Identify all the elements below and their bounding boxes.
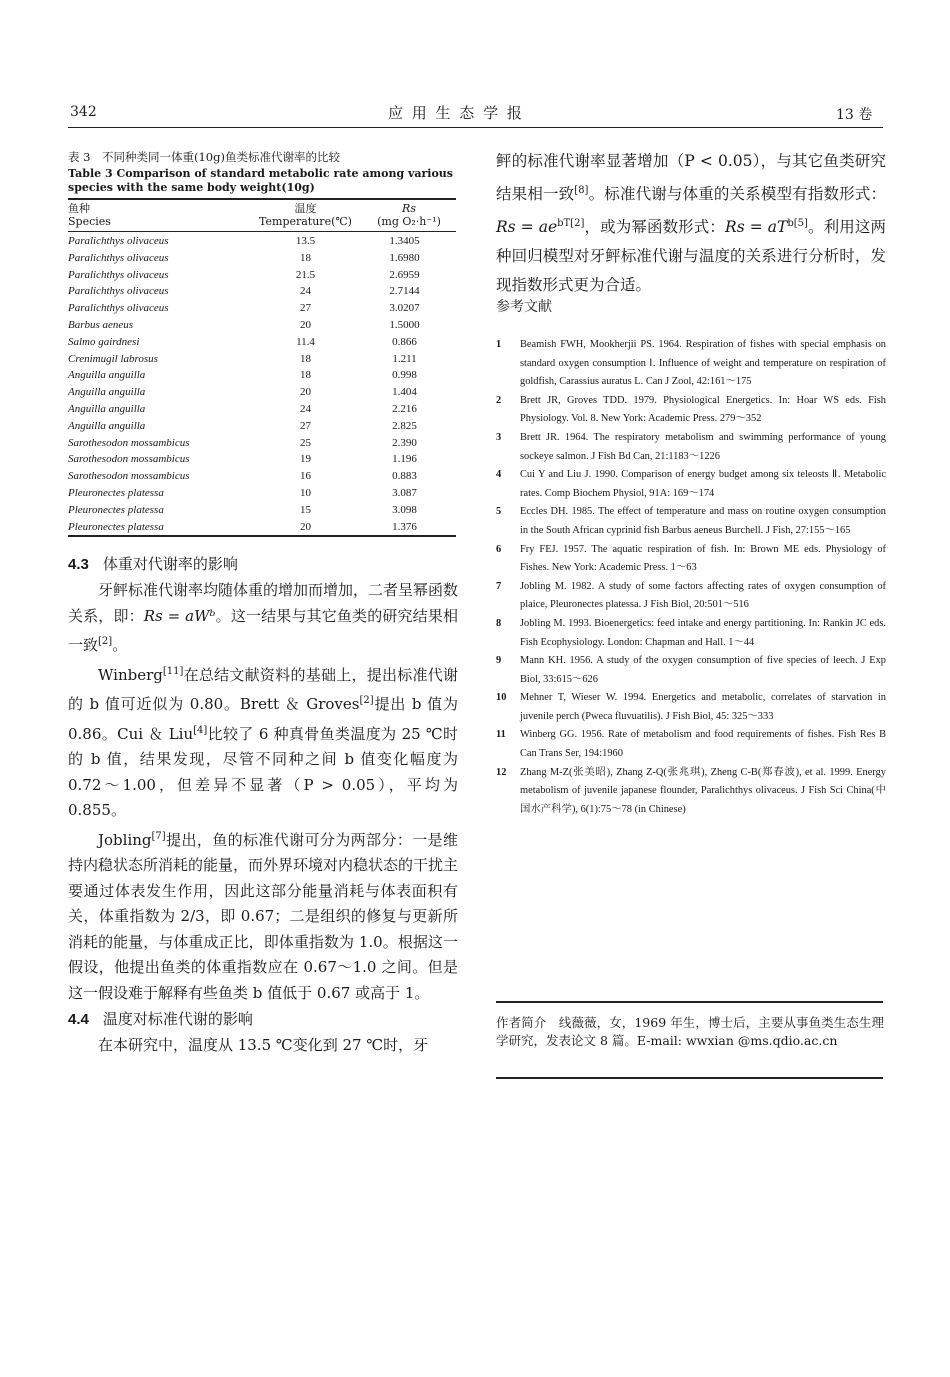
rp-text-a: 鲆的标准代谢率显著增加（P < 0.05），与其它鱼类研究结果相一致 [496,152,886,204]
temperature-cell: 27 [300,419,311,432]
journal-title: 应 用 生 态 学 报 [388,104,524,122]
species-cell: Paralichthys olivaceus [68,268,169,281]
col-rs-header [362,202,456,228]
rp-text-d: 。利用这两种回归模型对牙鲆标准代谢与温度的关系进行分析时，发现指数形式更为合适。 [496,218,886,295]
temperature-cell: 10 [300,486,311,499]
p3-citation: [7] [151,830,166,842]
reference-item [496,578,886,615]
p1-text-a: 牙鲆标准代谢率均随体重的增加而增加，二者呈幂函数关系，即： [68,581,459,625]
species-cell: Anguilla anguilla [68,419,146,432]
rs-cell: 1.404 [392,386,417,399]
table-bottom-rule [68,535,456,537]
reference-item [496,503,886,540]
reference-text: Zhang M-Z(张美昭), Zhang Z-Q(张兆琪), Zheng C-B(郑春波), et al. 1999. Energy metabolism of juvenile japanese flounder, Paralichthys olivaceus. J Fish Sci China(中国水产科学), 6(1):75～78 (in Chinese) [520,766,886,815]
table-row [68,519,456,536]
rs-cell: 0.883 [392,470,417,483]
rs-cell: 0.866 [392,335,417,348]
table-row [68,485,456,502]
rs-cell: 1.6980 [389,251,420,264]
rs-cell: 0.998 [392,369,417,382]
species-cell: Barbus aeneus [68,318,134,331]
reference-item [496,615,886,652]
temperature-cell: 18 [300,352,311,365]
section-4-4-heading [68,1008,458,1031]
table-row [68,233,456,250]
species-cell: Paralichthys olivaceus [68,302,169,315]
temperature-cell: 25 [300,436,311,449]
reference-text: Mann KH. 1956. A study of the oxygen consumption of five species of leech. J Exp Biol, 33:615～626 [520,655,886,685]
rs-cell: 3.098 [392,503,417,516]
reference-number: 11 [496,729,506,741]
reference-text: Brett JR. 1964. The respiratory metabolism and swimming performance of young sockeye salmon. J Fish Bd Can, 21:1183～1226 [520,431,886,462]
rp-formula-exp-sup: bT[2] [557,218,585,230]
rs-cell: 2.216 [392,402,417,415]
reference-number: 2 [496,394,502,406]
p1-formula: Rs = aWᵇ [143,606,216,625]
p3-text-b: 提出，鱼的标准代谢可分为两部分：一是维持内稳状态所消耗的能量，而外界环境对内稳状态的干扰主要通过体表发生作用，因此这部分能量消耗与体表面积有关，体重指数为 2/3，即 0.67；二是组织的修复与更新所消耗的能量，与体重成正比，即体重指数为 1.0。根据这一假设，他提出鱼类的体重指数应在 0.67～1.0 之间。但是这一假设难于解释有些鱼类 b 值低于 0.67 或高于 1。 [68,830,459,1002]
table-row [68,384,456,401]
table-row [68,401,456,418]
col-species-header [68,202,111,228]
reference-text: Winberg GG. 1956. Rate of metabolism and food requirements of fishes. Fish Res B Can Trans Ser, 194:1960 [520,729,886,760]
references-heading: 参考文献 [496,299,552,315]
reference-item [496,689,886,726]
reference-item [496,429,886,466]
data-table [68,233,456,535]
temperature-cell: 21.5 [295,268,316,281]
rs-cell: 1.211 [392,352,417,365]
rs-cell: 3.087 [392,486,417,499]
rs-cell: 1.3405 [389,235,420,247]
reference-item [496,726,886,763]
paragraph-4-3-1 [68,578,458,659]
p1-text-c: 。 [112,636,128,654]
rs-cell: 1.5000 [389,318,420,331]
reference-number: 10 [496,692,507,704]
reference-text: Jobling M. 1993. Bioenergetics: feed intake and energy partitioning. In: Rankin JC eds. Fish Ecophysiology. London: Chapman and Hall. 1～44 [520,617,886,648]
rs-cell: 2.6959 [389,268,420,281]
references-list [496,336,886,819]
rp-text-c: ，或为幂函数形式： [584,218,726,237]
table-caption-cn: 表 3 不同种类同一体重(10g)鱼类标准代谢率的比较 [68,150,340,164]
section-4-3-heading [68,553,458,576]
temperature-cell: 16 [300,470,311,483]
species-cell: Paralichthys olivaceus [68,251,169,264]
species-cell: Pleuronectes platessa [68,503,164,516]
p1-citation: [2] [98,636,113,647]
reference-number: 5 [496,506,502,518]
temperature-cell: 19 [300,453,311,466]
reference-number: 7 [496,580,502,592]
table-row [68,317,456,334]
rp-formula-pow-sup: b[5] [787,218,808,230]
table-row [68,334,456,351]
p2-text-a: Winberg [98,665,163,684]
reference-number: 4 [496,469,502,481]
table-row [68,250,456,267]
species-cell: Sarothesodon mossambicus [68,470,190,483]
reference-item [496,541,886,578]
p2-text-c: 提出 b 值为 0.86。Cui ＆ Liu [68,695,459,743]
rs-cell: 1.376 [392,520,417,533]
temperature-cell: 24 [300,285,311,298]
temperature-cell: 18 [300,369,311,382]
species-cell: Salmo gairdnesi [68,335,140,348]
temperature-cell: 20 [300,520,311,533]
author-label: 作者简介 [496,1015,547,1030]
col-species-cn: 鱼种 [68,202,90,215]
section-4-4-title: 温度对标准代谢的影响 [102,1010,253,1028]
reference-text: Eccles DH. 1985. The effect of temperature and mass on routine oxygen consumption in the South African cyprinid fish Barbus aeneus Burchell. J Fish, 27:155～165 [520,506,886,536]
temperature-cell: 13.5 [295,235,316,247]
p2-citation-2: [2] [359,695,374,706]
rp-formula-exp: Rs = ae [496,218,558,237]
rs-cell: 2.825 [392,419,417,432]
section-4-3-title: 体重对代谢率的影响 [102,555,238,573]
reference-text: Jobling M. 1982. A study of some factors affecting rates of oxygen consumption of plaice, Pleuronectes platessa. J Fish Biol, 20:501～516 [520,580,886,611]
species-cell: Sarothesodon mossambicus [68,453,190,466]
table-row [68,468,456,485]
species-cell: Anguilla anguilla [68,386,146,399]
species-cell: Pleuronectes platessa [68,486,164,499]
rs-cell: 3.0207 [389,302,420,315]
reference-text: Beamish FWH, Mookherjii PS. 1964. Respiration of fishes with special emphasis on standard oxygen consumption Ⅰ. Influence of weight and temperature on respiration of goldfish, Carassius auratus L. Can J Zool, 42:161～175 [520,339,886,388]
col-species-en: Species [68,215,111,228]
p2-text-d: 比较了 6 种真骨鱼类温度为 25 ℃时的 b 值，结果发现，尽管不同种之间 b 值变化幅度为 0.72～1.00，但差异不显著（P > 0.05），平均为 0.855。 [68,724,458,819]
table-row [68,502,456,519]
col-rs-symbol: Rs [402,202,416,215]
table-row [68,267,456,284]
p1-text-b: 。这一结果与其它鱼类的研究结果相一致 [68,606,458,654]
temperature-cell: 18 [300,251,311,264]
reference-text: Cui Y and Liu J. 1990. Comparison of energy budget among six teleosts Ⅱ. Metabolic rates. Comp Biochem Physiol, 91A: 169～174 [520,469,886,499]
header-rule [68,127,883,128]
p2-citation-1: [11] [162,665,184,677]
rs-cell: 2.390 [392,436,417,449]
left-column [68,553,458,1059]
rp-citation: [8] [574,185,589,196]
rp-formula-pow: Rs = aT [725,218,788,237]
temperature-cell: 24 [300,402,311,415]
table-row [68,351,456,368]
table-row [68,367,456,384]
table-row [68,300,456,317]
table-caption [68,150,458,195]
species-cell: Pleuronectes platessa [68,520,164,533]
rs-cell: 1.196 [392,453,417,466]
species-cell: Sarothesodon mossambicus [68,436,190,449]
page-number: 342 [70,104,97,120]
paragraph-4-4-1: 在本研究中，温度从 13.5 ℃变化到 27 ℃时，牙 [98,1036,429,1054]
reference-number: 3 [496,431,502,443]
volume-label: 13 卷 [836,107,873,123]
author-text: 线薇薇，女，1969 年生，博士后，主要从事鱼类生态生理学研究，发表论文 8 篇。E-mail: wwxian @ms.qdio.ac.cn [496,1015,884,1048]
right-paragraph [496,147,886,300]
p3-text-a: Jobling [98,830,152,849]
author-bottom-rule [496,1077,883,1079]
col-temp-en: Temperature(℃) [259,215,352,228]
table-header-rule [68,231,456,232]
temperature-cell: 20 [300,386,311,399]
col-rs-unit: (mg O₂·h⁻¹) [377,215,441,228]
temperature-cell: 27 [300,302,311,315]
temperature-cell: 20 [300,318,311,331]
table-top-rule [68,198,456,200]
reference-item [496,466,886,503]
reference-text: Fry FEJ. 1957. The aquatic respiration of fish. In: Brown ME eds. Physiology of Fishes. New York: Academic Press. 1～63 [520,543,886,574]
reference-number: 6 [496,543,502,555]
species-cell: Paralichthys olivaceus [68,285,169,298]
reference-text: Mehner T, Wieser W. 1994. Energetics and metabolic, correlates of starvation in juvenile perch (Pweca fluvuatilis). J Fish Biol, 45: 325～333 [520,692,886,722]
reference-number: 9 [496,655,502,667]
table-row [68,418,456,435]
paragraph-4-3-3 [68,824,458,1007]
species-cell: Anguilla anguilla [68,369,146,382]
author-top-rule [496,1001,883,1003]
table-row [68,435,456,452]
species-cell: Crenimugil labrosus [68,352,158,365]
reference-number: 12 [496,766,507,778]
reference-item [496,392,886,429]
table-row [68,451,456,468]
rs-cell: 2.7144 [389,285,420,298]
section-4-3-number: 4.3 [68,556,89,573]
rp-text-b: 。标准代谢与体重的关系模型有指数形式： [588,185,886,204]
species-cell: Paralichthys olivaceus [68,235,169,247]
author-bio [496,1014,884,1050]
paragraph-4-3-2 [68,659,458,824]
reference-item [496,764,886,820]
temperature-cell: 15 [300,503,311,516]
section-4-4-number: 4.4 [68,1011,89,1028]
table-row [68,283,456,300]
right-column [496,147,886,300]
reference-item [496,652,886,689]
temperature-cell: 11.4 [296,335,315,348]
reference-item [496,336,886,392]
reference-number: 1 [496,339,502,350]
col-temp-cn: 温度 [294,202,317,215]
species-cell: Anguilla anguilla [68,402,146,415]
table-caption-en: Table 3 Comparison of standard metabolic rate among various species with the same body weight(10g) [68,167,453,194]
p2-citation-3: [4] [193,724,208,736]
p2-text-b: 在总结文献资料的基础上，提出标准代谢的 b 值可近似为 0.80。Brett ＆ Groves [68,665,458,713]
reference-text: Brett JR, Groves TDD. 1979. Physiological Energetics. In: Hoar WS eds. Fish Physiology. Vol. 8. New York: Academic Press. 279～352 [520,394,886,425]
col-temp-header [258,202,353,228]
reference-number: 8 [496,617,502,629]
